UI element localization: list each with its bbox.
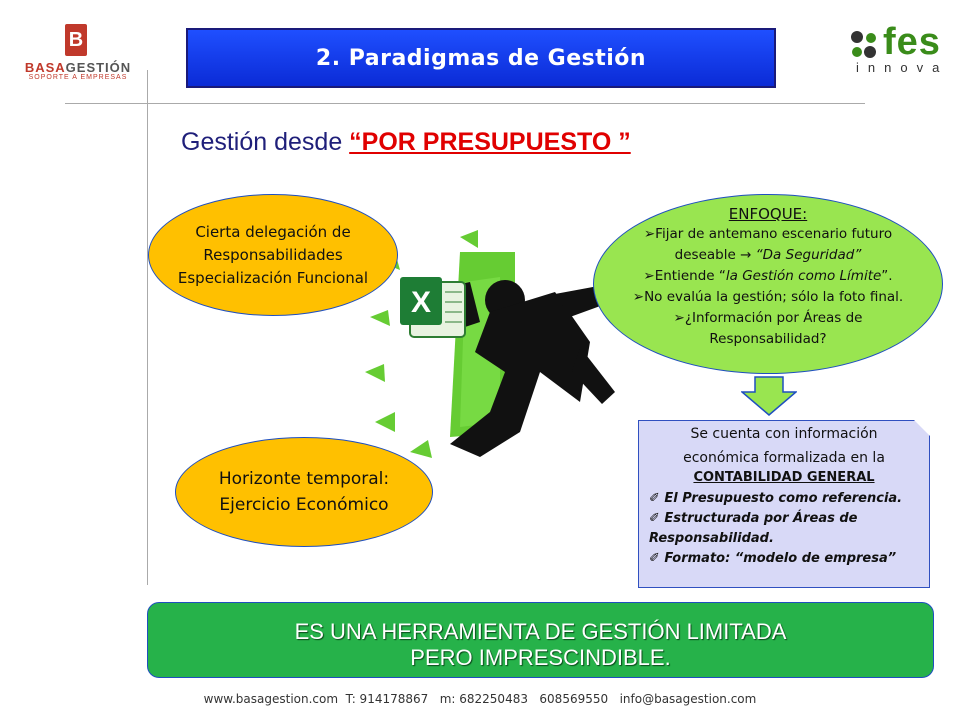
conclusion-line: PERO IMPRESCINDIBLE. — [410, 645, 671, 670]
basa-logo-text — [8, 60, 148, 75]
subtitle-prefix: Gestión desde — [181, 128, 350, 156]
enfoque-line: ➢Fijar de antemano escenario futuro — [643, 226, 893, 242]
enfoque-line: ➢Entiende “la Gestión como Límite”. — [643, 268, 893, 284]
ellipse-line: Especialización Funcional — [177, 268, 369, 287]
info-line-bold: CONTABILIDAD GENERAL — [693, 470, 875, 485]
ellipse-line: Ejercicio Económico — [219, 495, 389, 515]
enfoque-ellipse — [593, 194, 943, 374]
section-subtitle — [181, 128, 631, 157]
ellipse-line: Responsabilidades — [203, 245, 343, 264]
bullet-icon: ➢ — [643, 268, 655, 284]
fes-logo-dots-icon — [850, 30, 880, 62]
info-line: Se cuenta con información — [690, 426, 878, 442]
ellipse-line: Horizonte temporal: — [218, 469, 390, 489]
footer-contact: www.basagestion.com T: 914178867 m: 682250483 608569550 info@basagestion.com — [203, 692, 757, 706]
accounting-info-box — [638, 420, 930, 588]
basa-logo-letter: B — [68, 29, 84, 51]
info-item: Responsabilidad. — [649, 531, 774, 546]
bullet-icon: ➢ — [632, 289, 645, 305]
enfoque-line: ➢No evalúa la gestión; sólo la foto final. — [632, 289, 904, 305]
svg-text:X: X — [410, 286, 432, 319]
basa-logo-part2: GESTIÓN — [65, 60, 132, 75]
conclusion-line: ES UNA HERRAMIENTA DE GESTIÓN LIMITADA — [294, 619, 787, 644]
horizontal-divider — [65, 103, 865, 104]
conclusion-box — [147, 602, 934, 678]
info-item: ✐ El Presupuesto como referencia. — [649, 491, 903, 506]
folded-corner — [914, 420, 930, 436]
time-horizon-ellipse — [175, 437, 433, 547]
ellipse-line: Cierta delegación de — [195, 222, 351, 241]
right-arrow-icon: → — [740, 247, 752, 263]
innova-logo-word: innova — [856, 60, 949, 75]
info-item: ✐ Estructurada por Áreas de — [649, 511, 858, 526]
slide-title: 2. Paradigmas de Gestión — [315, 45, 647, 71]
fes-logo-word: fes — [883, 21, 941, 63]
excel-icon — [400, 277, 465, 337]
vertical-divider — [147, 70, 148, 585]
enfoque-title: ENFOQUE: — [728, 205, 808, 223]
slide-title-box — [186, 28, 776, 88]
enfoque-line: ➢¿Información por Áreas de — [673, 310, 863, 326]
enfoque-line: deseable → “Da Seguridad” — [674, 247, 862, 263]
info-item: ✐ Formato: “modelo de empresa” — [649, 551, 897, 566]
info-line: económica formalizada en la — [683, 450, 885, 466]
down-arrow-icon — [741, 376, 797, 416]
bullet-icon: ➢ — [643, 226, 656, 242]
bullet-icon: ➢ — [673, 310, 685, 326]
basa-logo-part1: BASA — [24, 60, 66, 75]
delegation-ellipse — [148, 194, 398, 316]
enfoque-line: Responsabilidad? — [709, 331, 827, 347]
basa-logo-tagline: SOPORTE A EMPRESAS — [28, 74, 128, 81]
subtitle-emphasis: “POR PRESUPUESTO ” — [349, 128, 631, 156]
